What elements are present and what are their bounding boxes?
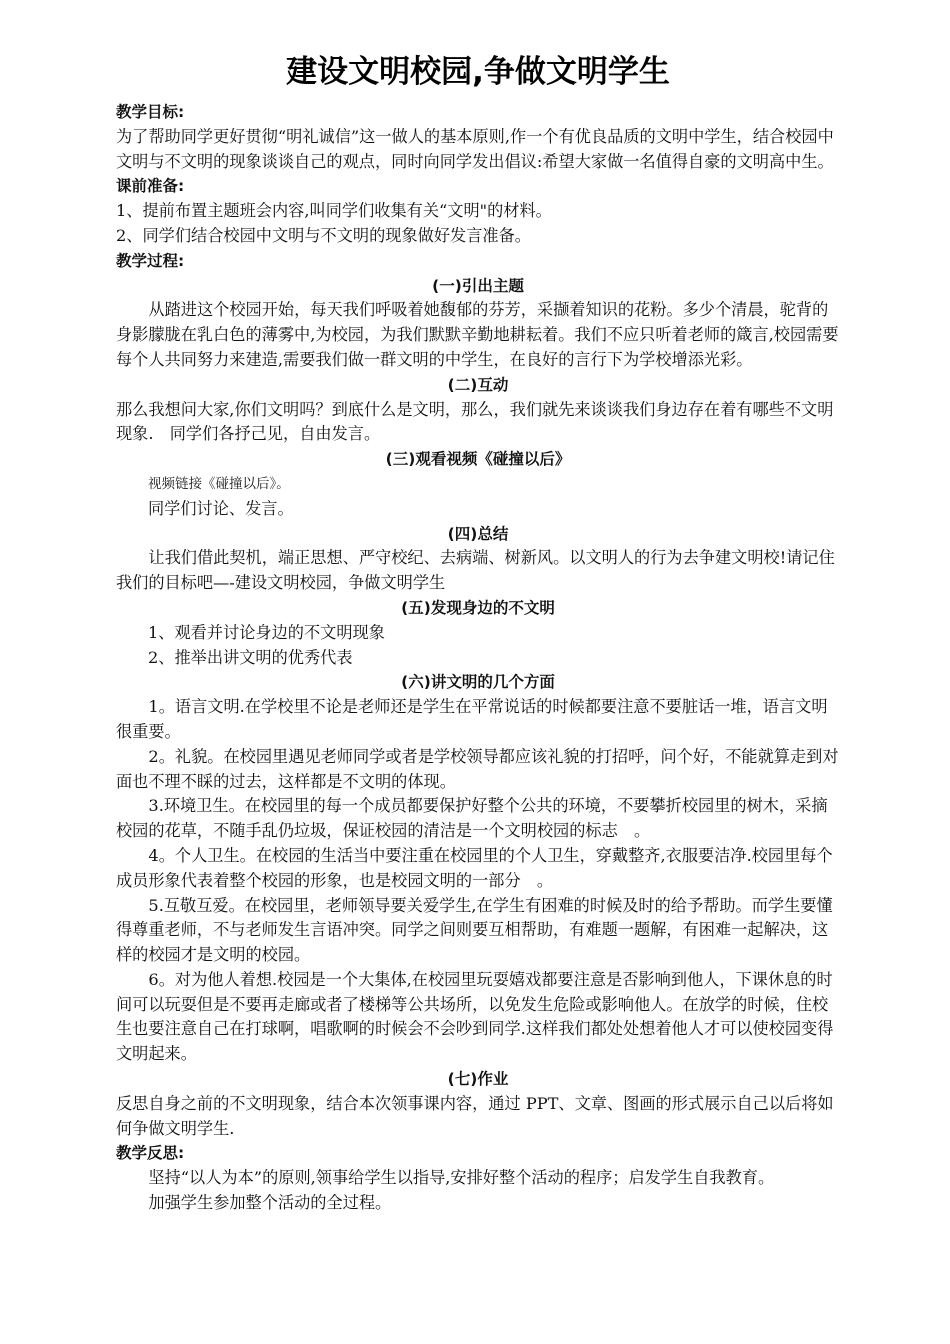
section-title: (六)讲文明的几个方面 [401, 673, 555, 692]
list-item: 3.环境卫生。在校园里的每一个成员都要保护好整个公共的环境，不要攀折校园里的树木，采摘校园的花草，不随手乱仍垃圾，保证校园的清洁是一个文明校园的标志 。 [116, 796, 828, 841]
list-item: 5.互敬互爱。在校园里，老师领导要关爱学生,在学生有困难的时候及时的给予帮助。而学生要懂得尊重老师，不与老师发生言语冲突。同学之间则要互相帮助，有难题一题解，有困难一起解决，这样的校园才是文明的校园。 [116, 895, 833, 965]
section-text: 从踏进这个校园开始，每天我们呼吸着她馥郁的芬芳，采撷着知识的花粉。多少个清晨，驼背的身影朦胧在乳白色的薄雾中,为校园，为我们默默辛勤地耕耘着。我们不应只听着老师的箴言,校园需要每个人共同努力来建造,需要我们做一群文明的中学生，在良好的言行下为学校增添光彩。 [116, 300, 839, 369]
section-text: 那么我想问大家,你们文明吗？到底什么是文明，那么，我们就先来谈谈我们身边存在着有哪些不文明现象. 同学们各抒己见，自由发言。 [116, 399, 834, 444]
section-title: (二)互动 [447, 375, 509, 394]
prep-heading: 课前准备: [116, 177, 185, 196]
section-text: 反思自身之前的不文明现象，结合本次领事课内容，通过 PPT、文章、图画的形式展示自己以后将如何争做文明学生. [116, 1093, 834, 1138]
video-link-text: 视频链接《碰撞以后》。 [148, 475, 290, 492]
section-title: (七)作业 [447, 1070, 509, 1089]
section-title: (五)发现身边的不文明 [401, 598, 555, 617]
reflection-heading: 教学反思: [116, 1144, 185, 1163]
list-item: 2。礼貌。在校园里遇见老师同学或者是学校领导都应该礼貌的打招呼，问个好，不能就算走到对面也不理不睬的过去，这样都是不文明的体现。 [116, 746, 839, 791]
list-item: 1。语言文明.在学校里不论是老师还是学生在平常说话的时候都要注意不要脏话一堆，语言文明很重要。 [116, 697, 828, 741]
list-item: 6。对为他人着想.校园是一个大集体,在校园里玩耍嬉戏都要注意是否影响到他人，下课休息的时间可以玩耍但是不要再走廊或者了楼梯等公共场所，以免发生危险或影响他人。在放学的时候，住校生也要注意自己在打球啊，唱歌啊的时候会不会吵到同学.这样我们都处处想着他人才可以使校园变得文明起来。 [116, 969, 834, 1064]
list-item: 4。个人卫生。在校园的生活当中要注重在校园里的个人卫生，穿戴整齐,衣服要洁净.校园里每个成员形象代表着整个校园的形象，也是校园文明的一部分 。 [116, 845, 833, 890]
list-item: 2、推举出讲文明的优秀代表 [148, 647, 353, 667]
list-item: 1、观看并讨论身边的不文明现象 [148, 622, 385, 642]
prep-item: 2、同学们结合校园中文明与不文明的现象做好发言准备。 [116, 225, 531, 245]
goal-text: 为了帮助同学更好贯彻“明礼诚信”这一做人的基本原则,作一个有优良品质的文明中学生，结合校园中文明与不文明的现象谈谈自己的观点，同时向同学发出倡议:希望大家做一名值得自豪的文明高中生。 [116, 126, 834, 171]
section-text: 同学们讨论、发言。 [148, 498, 294, 518]
reflection-item: 坚持“以人为本”的原则,领事给学生以指导,安排好整个活动的程序；启发学生自我教育。 [148, 1168, 775, 1188]
goal-heading: 教学目标: [116, 103, 185, 121]
section-title: (四)总结 [447, 524, 509, 543]
section-title: (一)引出主题 [432, 276, 524, 295]
document-title: 建设文明校园,争做文明学生 [286, 54, 670, 90]
section-title: (三)观看视频《碰撞以后》 [385, 450, 571, 469]
section-text: 让我们借此契机，端正思想、严守校纪、去病端、树新风。以文明人的行为去争建文明校!请记住我们的目标吧—-建设文明校园，争做文明学生 [116, 548, 835, 593]
document-page [116, 50, 840, 1216]
reflection-item: 加强学生参加整个活动的全过程。 [148, 1193, 392, 1213]
prep-item: 1、提前布置主题班会内容,叫同学们收集有关“文明"的材料。 [116, 201, 552, 221]
process-heading: 教学过程: [116, 251, 185, 270]
